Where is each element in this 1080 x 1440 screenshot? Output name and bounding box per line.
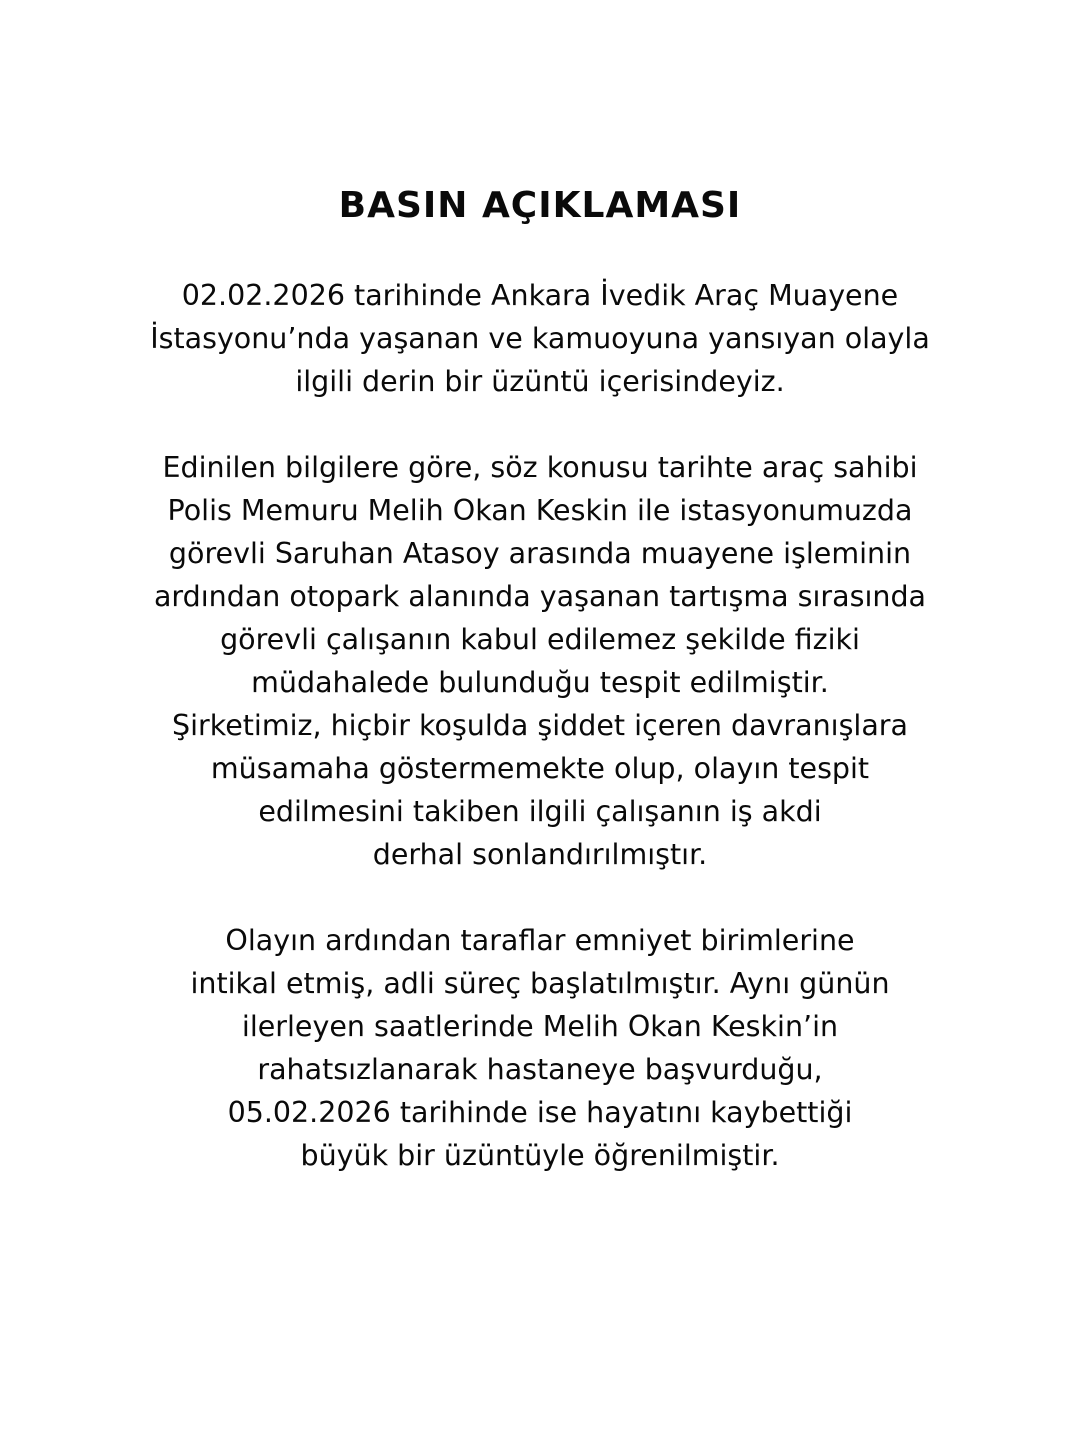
text-line: 05.02.2026 tarihinde ise hayatını kaybettiği [227,1096,853,1129]
text-line: intikal etmiş, adli süreç başlatılmıştır. Aynı günün [190,967,890,1000]
text-line: 02.02.2026 tarihinde Ankara İvedik Araç Muayene [181,279,899,312]
paragraph-spacer [0,876,1080,919]
text-line: müsamaha göstermemekte olup, olayın tespit [210,752,870,785]
text-line: görevli çalışanın kabul edilemez şekilde fiziki [220,623,860,656]
text-line: rahatsızlanarak hastaneye başvurduğu, [257,1053,823,1086]
paragraph-1 [0,274,1080,403]
press-release-body [0,274,1080,1177]
text-line: ilerleyen saatlerinde Melih Okan Keskin’in [241,1010,839,1043]
text-line: Polis Memuru Melih Okan Keskin ile istasyonumuzda [167,494,913,527]
text-line: müdahalede bulunduğu tespit edilmiştir. [251,666,829,699]
paragraph-3 [0,919,1080,1177]
text-line: Şirketimiz, hiçbir koşulda şiddet içeren davranışlara [172,709,908,742]
text-line: derhal sonlandırılmıştır. [372,838,708,871]
text-line: ardından otopark alanında yaşanan tartışma sırasında [153,580,927,613]
text-line: İstasyonu’nda yaşanan ve kamuoyuna yansıyan olayla [150,322,930,355]
text-line: Olayın ardından taraflar emniyet birimlerine [225,924,855,957]
text-line: görevli Saruhan Atasoy arasında muayene işleminin [168,537,912,570]
paragraph-spacer [0,403,1080,446]
text-line: büyük bir üzüntüyle öğrenilmiştir. [300,1139,780,1172]
paragraph-2 [0,446,1080,876]
text-line: edilmesini takiben ilgili çalışanın iş akdi [258,795,822,828]
page-title: BASIN AÇIKLAMASI [338,185,742,226]
text-line: ilgili derin bir üzüntü içerisindeyiz. [295,365,785,398]
text-line: Edinilen bilgilere göre, söz konusu tarihte araç sahibi [162,451,918,484]
